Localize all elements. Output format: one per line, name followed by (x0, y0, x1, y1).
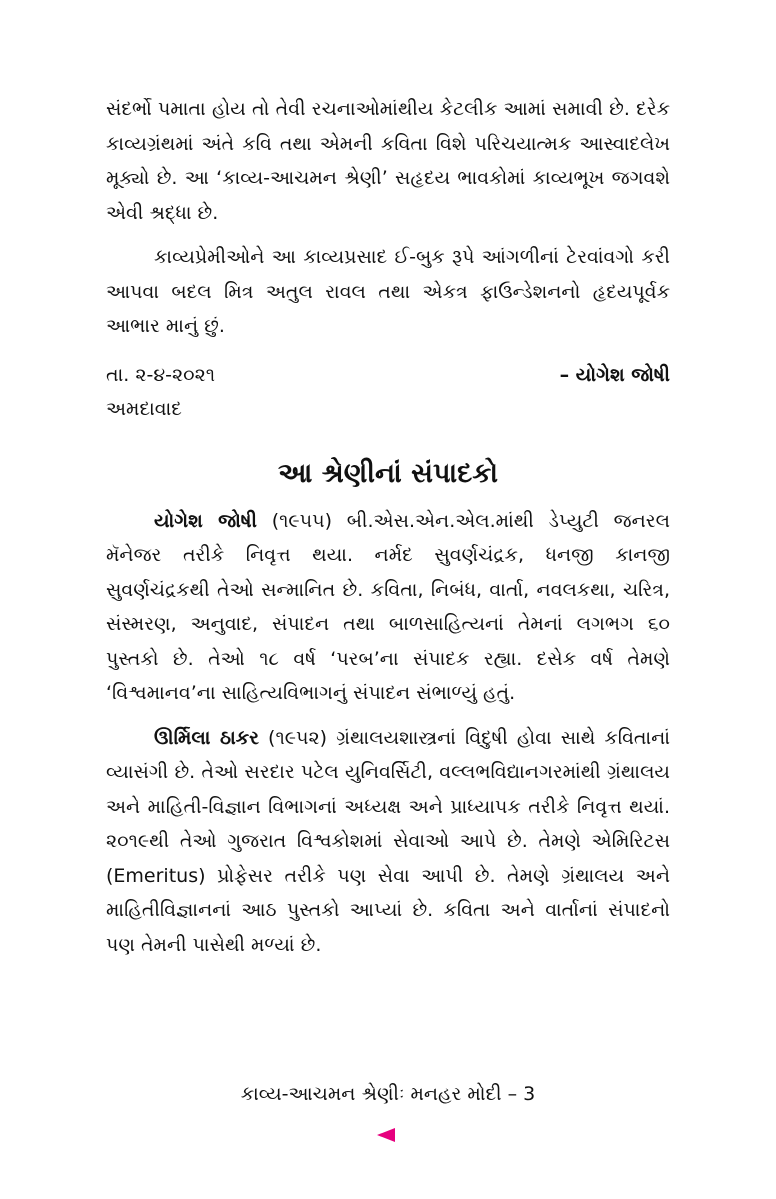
triangle-left-icon[interactable] (377, 1128, 395, 1142)
editor-bio-2 (106, 721, 670, 963)
signature-date: તા. ૨-૪-૨૦૨૧ (106, 363, 216, 386)
editor-name-1: યોગેશ જોષી (154, 509, 257, 532)
intro-paragraph-1: સંદર્ભો પમાતા હોય તો તેવી રચનાઓમાંથીય કેટલીક આમાં સમાવી છે. દરેક કાવ્યગ્રંથમાં અંતે કવિ તથા એમની કવિતા વિશે પરિચયાત્મક આસ્વાદલેખ મૂક્યો છે. આ ‘કાવ્ય-આચમન શ્રેણી’ સહૃદય ભાવકોમાં કાવ્યભૂખ જગવશે એવી શ્રદ્ધા છે. (106, 98, 670, 224)
signature-place: અમદાવાદ (106, 397, 182, 420)
editor-bio-1 (106, 504, 670, 711)
section-heading: આ શ્રેણીનાં સંપાદકો (277, 457, 499, 489)
running-footer: કાવ્ય-આચમન શ્રેણીઃ મનહર મોદી – 3 (240, 1083, 536, 1105)
signature-row (106, 358, 670, 392)
editor-name-2: ઊર્મિલા ઠાકર (154, 726, 259, 749)
editor-bio-text-1: (૧૯૫૫) બી.એસ.એન.એલ.માંથી ડેપ્યુટી જનરલ મૅનેજર તરીકે નિવૃત્ત થયા. નર્મદ સુવર્ણચંદ્રક, ધનજી કાનજી સુવર્ણચંદ્રકથી તેઓ સન્માનિત છે. કવિતા, નિબંધ, વાર્તા, નવલકથા, ચરિત્ર, સંસ્મરણ, અનુવાદ, સંપાદન તથા બાળસાહિત્યનાં તેમનાં લગભગ ૬૦ પુસ્તકો છે. તેઓ ૧૮ વર્ષ ‘પરબ’ના સંપાદક રહ્યા. દસેક વર્ષ તેમણે ‘વિશ્વમાનવ’ના સાહિત્યવિભાગનું સંપાદન સંભાળ્યું હતું. (106, 509, 670, 704)
intro-paragraph-2: કાવ્યપ્રેમીઓને આ કાવ્યપ્રસાદ ઈ-બુક રૂપે આંગળીનાં ટેરવાંવગો કરી આપવા બદલ મિત્ર અતુલ રાવલ તથા એકત્ર ફાઉન્ડેશનનો હૃદયપૂર્વક આભાર માનું છું. (106, 246, 670, 337)
page-body (106, 92, 670, 962)
signature-name: – યોગેશ જોષી (559, 363, 670, 386)
editor-bio-text-2: (૧૯૫૨) ગ્રંથાલયશાસ્ત્રનાં વિદુષી હોવા સાથે કવિતાનાં વ્યાસંગી છે. તેઓ સરદાર પટેલ યુનિવર્સિટી, વલ્લભવિદ્યાનગરમાંથી ગ્રંથાલય અને માહિતી-વિજ્ઞાન વિભાગનાં અધ્યક્ષ અને પ્રાધ્યાપક તરીકે નિવૃત્ત થયાં. ૨૦૧૯થી તેઓ ગુજરાત વિશ્વકોશમાં સેવાઓ આપે છે. તેમણે એમિરિટસ (Emeritus) પ્રોફેસર તરીકે પણ સેવા આપી છે. તેમણે ગ્રંથાલય અને માહિતીવિજ્ઞાનનાં આઠ પુસ્તકો આપ્યાં છે. કવિતા અને વાર્તાનાં સંપાદનો પણ તેમની પાસેથી મળ્યાં છે. (106, 726, 670, 956)
